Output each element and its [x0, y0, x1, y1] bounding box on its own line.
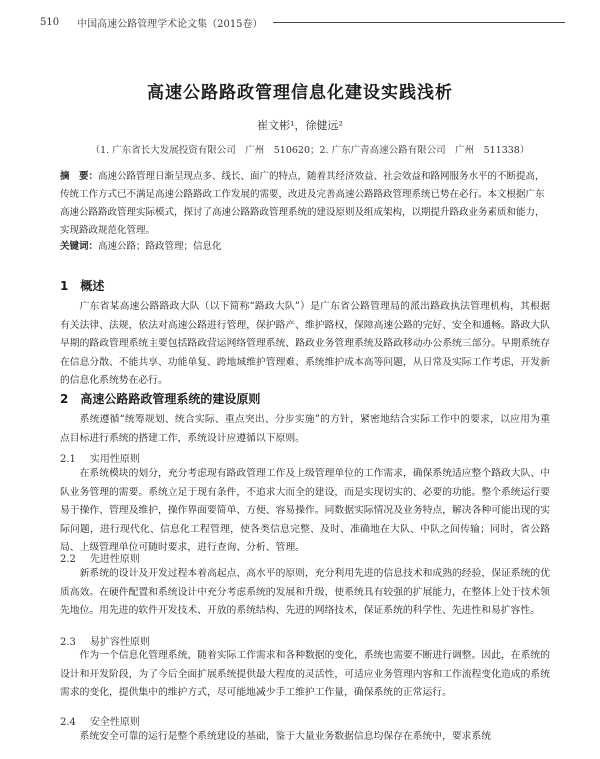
section-1-paragraph: 广东省某高速公路路政大队（以下简称“路政大队”）是广东省公路管理局的派出路政执法管理机构，其根据有关法律、法规，依法对高速公路进行管理，保护路产、维护路权，保障高速公路的完好、安全和通畅。路政大队早期的路政管理系统主要包括路政营运网络管理系统、路政业务管理系统及路政移动办公系统三部分。早期系统存在信息分散、不能共享、功能单复、跨地域维护管理难、系统维护成本高等问题，从日常及实际工作考虑，开发新的信息化系统势在必行。 [60, 301, 550, 386]
section-title: 概述 [80, 279, 105, 293]
keywords-text: 高速公路；路政管理；信息化 [98, 241, 222, 252]
subsection-title: 先进性原则 [89, 554, 140, 565]
section-number: 2 [60, 392, 69, 406]
subsection-number: 2.3 [60, 637, 76, 648]
authors: 崔文彬¹，徐健远² [257, 119, 343, 132]
subsection-number: 2.2 [60, 554, 76, 565]
page-number: 510 [40, 16, 60, 28]
abstract-label: 摘 要： [60, 171, 99, 182]
subsection-2-3-paragraph: 作为一个信息化管理系统，随着实际工作需求和各种数据的变化，系统也需要不断进行调整。因此，在系统的设计和开发阶段，为了今后全面扩展系统提供最大程度的灵活性，可适应业务管理内容和工作流程变化造成的系统需求的变化，提供集中的维护方式，尽可能地减少手工维护工作量，确保系统的正常运行。 [60, 650, 550, 698]
subsection-2-4-heading [60, 713, 140, 728]
section-1-heading [60, 277, 104, 294]
section-2-heading [60, 390, 260, 407]
subsection-2-2-heading [60, 550, 140, 565]
subsection-title: 实用性原则 [89, 454, 140, 465]
subsection-2-1-paragraph: 在系统模块的划分，充分考虑现有路政管理工作及上级管理单位的工作需求，确保系统适应整个路政大队、中队业务管理的需要。系统立足于现有条件，不追求大而全的建设，而是实现切实的、必要的功能。整个系统运行要易于操作、管理及维护，操作界面要简单、方便、容易操作。同数据实际情况及业务特点，解决各种可能出现的实际问题，进行现代化、信息化工程管理，使各类信息完整、及时、准确地在大队、中队之间传输；同时，省公路局、上级管理单位可随时要求，进行查询、分析、管理。 [60, 468, 550, 553]
header-rule [273, 22, 565, 23]
keywords [60, 238, 550, 252]
section-2-paragraph: 系统遵循“统筹规划、统合实际、重点突出、分步实施”的方针，紧密地结合实际工作中的要求，以应用为重点目标进行系统的搭建工作，系统设计应遵循以下原则。 [60, 414, 550, 444]
subsection-title: 安全性原则 [89, 717, 140, 728]
section-title: 高速公路路政管理系统的建设原则 [80, 392, 261, 406]
abstract-text: 高速公路管理日渐呈现点多、线长、面广的特点，随着其经济效益、社会效益和路网服务水平的不断提高，传统工作方式已不满足高速公路路政工作发展的需要，改进及完善高速公路路政管理系统已势在必行。本文根据广东高速公路路政管理实际模式，探讨了高速公路路政管理系统的建设原则及组成架构，以期提升路政业务素质和能力，实现路政规范化管理。 [60, 171, 545, 236]
subsection-number: 2.4 [60, 717, 76, 728]
subsection-2-1-heading [60, 450, 140, 465]
affiliation: （1. 广东省长大发展投资有限公司 广州 510620；2. 广东广青高速公路有限公司 广州 511338） [90, 145, 530, 156]
subsection-title: 易扩容性原则 [89, 637, 150, 648]
running-header [40, 14, 565, 30]
section-number: 1 [60, 279, 69, 293]
subsection-2-3-heading [60, 633, 150, 648]
subsection-2-2-paragraph: 新系统的设计及开发过程本着高起点、高水平的原则，充分利用先进的信息技术和成熟的经验，保证系统的优质高效。在硬件配置和系统设计中充分考虑系统的发展和升级，使系统具有较强的扩展能力，在整体上处于技术领先地位。用先进的软件开发技术、开放的系统结构、先进的网络技术，保证系统的科学性、先进性和易扩容性。 [60, 568, 550, 616]
keywords-label: 关键词： [60, 241, 99, 252]
subsection-number: 2.1 [60, 454, 76, 465]
running-title: 中国高速公路管理学术论文集（2015卷） [77, 18, 263, 30]
abstract [60, 168, 550, 240]
subsection-2-4-paragraph: 系统安全可靠的运行是整个系统建设的基础，鉴于大量业务数据信息均保存在系统中，要求系统 [79, 731, 492, 742]
paper-title: 高速公路路政管理信息化建设实践浅析 [147, 83, 453, 103]
